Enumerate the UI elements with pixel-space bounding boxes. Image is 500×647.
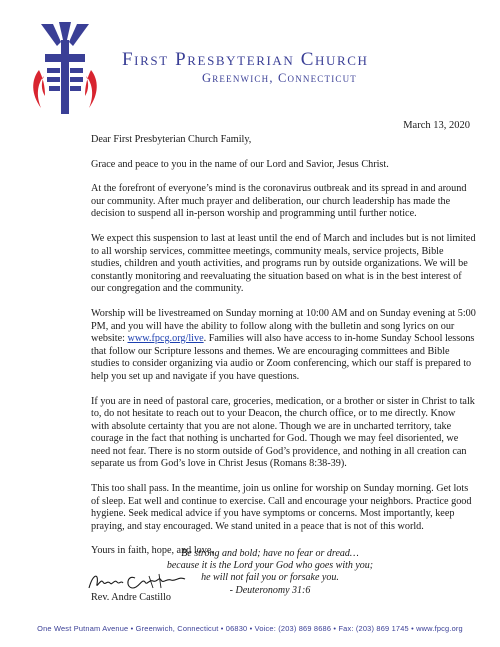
church-location: Greenwich, Connecticut [202, 71, 357, 85]
livestream-text-before: Worship will be livestreamed on Sunday morning at 10:00 AM and on Sunday evening at 5:00 PM, and you will have the ability to follow along with the bulletin and song lyrics on our website: [91, 307, 476, 345]
scripture-quote [150, 548, 390, 597]
paragraph-encouragement: This too shall pass. In the meantime, join us online for worship on Sunday morning. Get lots of sleep. Eat well and continue to exercise. Call and encourage your neighbors. Practice good hygiene. Seek medical advice if you have symptoms or concerns. Most importantly, keep praying, and stay encouraged. We stand united in a peace that is not of this world. [91, 483, 472, 532]
paragraph-livestream [91, 308, 476, 384]
presbyterian-cross-flame-icon [25, 18, 105, 118]
salutation: Dear First Presbyterian Church Family, [91, 134, 252, 145]
livestream-text-after: . Families will also have access to in-home Sunday School lessons that follow our Scripture lessons and themes. We are encouraging committees and Bible studies to consider organizing via audio or Zoom conferencing, which our staff is prepared to help you set up and navigate if you have questions. [91, 333, 475, 382]
footer-address: One West Putnam Avenue • Greenwich, Connecticut • 06830 • Voice: (203) 869 8686 • Fax: (203) 869 1745 • www.fpcg.org [37, 624, 463, 633]
livestream-link[interactable]: www.fpcg.org/live [127, 333, 204, 345]
paragraph-suspension: At the forefront of everyone’s mind is the coronavirus outbreak and its spread in and around our community. After much prayer and deliberation, our church leadership has made the decision to suspend all in-person worship and programming until further notice. [91, 183, 467, 220]
letter-date: March 13, 2020 [403, 120, 470, 131]
closing: Yours in faith, hope, and love, [91, 545, 214, 557]
quote-citation: - Deuteronomy 31:6 [229, 584, 311, 596]
signer-name: Rev. Andre Castillo [91, 592, 171, 604]
church-name: First Presbyterian Church [122, 49, 369, 70]
quote-line: he will not fail you or forsake you. [201, 572, 339, 584]
quote-line: because it is the Lord your God who goes with you; [166, 560, 374, 572]
quote-line: Be strong and bold; have no fear or dread… [181, 548, 359, 559]
paragraph-duration: We expect this suspension to last at least until the end of March and includes but is not limited to all worship services, committee meetings, community meals, service projects, Bible studies, children and youth activities, and programs run by outside organizations. We will be constantly monitoring and reevaluating the situation based on what is in the best interest of our congregation and the community. [91, 232, 476, 295]
paragraph-greeting: Grace and peace to you in the name of our Lord and Savior, Jesus Christ. [91, 158, 389, 170]
paragraph-pastoral-care: If you are in need of pastoral care, groceries, medication, or a brother or sister in Christ to talk to, do not hesitate to reach out to your Deacon, the church office, or to me directly. Know with absolute certainty that you are not alone. Though we are in uncharted territory, take courage in the fact that nothing is uncharted for God. Though we may feel disoriented, we need not fear. There is no storm outside of God’s providence, and nothing in all creation can separate us from God’s love in Christ Jesus (Romans 8:38-39). [91, 395, 475, 470]
letter-body [91, 134, 476, 617]
